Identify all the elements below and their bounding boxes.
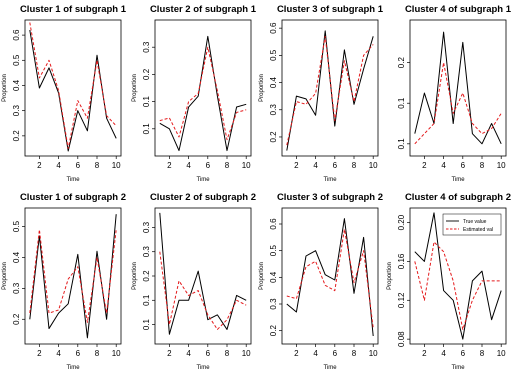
y-tick-label: 0.1 xyxy=(397,97,406,109)
x-axis-label: Time xyxy=(451,177,465,183)
y-tick-label: 0.1 xyxy=(142,294,151,306)
estimated-series-line xyxy=(160,47,246,139)
y-axis-label: Proportion xyxy=(2,262,8,290)
estimated-series-line xyxy=(160,252,246,330)
estimated-series-line xyxy=(287,229,373,328)
x-tick-label: 2 xyxy=(37,161,42,170)
estimated-series-line xyxy=(30,230,116,323)
plot-frame xyxy=(282,208,378,344)
chart-title: Cluster 3 of subgraph 2 xyxy=(276,192,384,203)
true-series-line xyxy=(30,214,116,338)
x-tick-label: 2 xyxy=(422,161,427,170)
chart-panel xyxy=(2,4,127,183)
chart-title: Cluster 1 of subgraph 1 xyxy=(19,4,127,15)
x-tick-label: 10 xyxy=(496,161,506,170)
true-series-line xyxy=(415,32,501,144)
y-tick-label: 0.6 xyxy=(269,22,278,34)
x-tick-label: 8 xyxy=(479,349,485,358)
chart-panel xyxy=(132,4,257,183)
x-axis-label: Time xyxy=(451,365,465,371)
chart-title: Cluster 4 of subgraph 1 xyxy=(404,4,512,15)
y-tick-label: 0.2 xyxy=(12,130,21,142)
x-tick-label: 2 xyxy=(422,349,427,358)
x-axis-label: Time xyxy=(323,365,337,371)
true-series-line xyxy=(160,36,246,150)
y-tick-label: 0.6 xyxy=(12,29,21,41)
plot-frame xyxy=(410,20,506,156)
y-tick-label: 0.5 xyxy=(12,220,21,233)
x-tick-label: 4 xyxy=(186,349,191,358)
x-tick-label: 10 xyxy=(241,161,251,170)
y-tick-label: 0.5 xyxy=(269,245,278,257)
x-axis-label: Time xyxy=(323,177,337,183)
plot-frame xyxy=(155,20,251,156)
plot-frame xyxy=(25,208,121,344)
y-tick-label: 0.1 xyxy=(142,96,151,108)
x-tick-label: 10 xyxy=(241,349,251,358)
y-tick-label: 0.2 xyxy=(12,313,21,325)
estimated-series-line xyxy=(415,242,501,329)
y-tick-label: 0.4 xyxy=(269,271,278,283)
y-tick-label: 0.2 xyxy=(142,68,151,80)
chart-panel xyxy=(397,4,512,183)
x-axis-label: Time xyxy=(66,365,80,371)
chart-title: Cluster 3 of subgraph 1 xyxy=(276,4,384,15)
x-axis-label: Time xyxy=(66,177,80,183)
y-tick-label: 0.4 xyxy=(269,76,278,89)
x-tick-label: 8 xyxy=(94,161,100,170)
chart-title: Cluster 1 of subgraph 2 xyxy=(19,192,127,203)
y-tick-label: 0.6 xyxy=(269,218,278,230)
x-tick-label: 4 xyxy=(441,349,446,358)
x-axis-label: Time xyxy=(196,365,210,371)
x-tick-label: 2 xyxy=(37,349,42,358)
y-tick-label: 0.1 xyxy=(142,123,151,135)
x-tick-label: 8 xyxy=(351,349,357,358)
chart-panel xyxy=(259,4,384,183)
x-tick-label: 4 xyxy=(441,161,446,170)
x-tick-label: 8 xyxy=(94,349,100,358)
legend-label: Estimated val xyxy=(463,226,494,233)
x-tick-label: 2 xyxy=(167,161,172,170)
y-tick-label: 0.3 xyxy=(12,105,21,117)
y-tick-label: 0.3 xyxy=(269,298,278,310)
y-axis-label: Proportion xyxy=(132,262,138,290)
y-tick-label: 0.2 xyxy=(269,325,278,337)
y-tick-label: 0.3 xyxy=(269,104,278,116)
legend-label: True value xyxy=(463,218,487,225)
x-tick-label: 2 xyxy=(167,349,172,358)
y-tick-label: 0.1 xyxy=(397,138,406,150)
y-axis-label: Proportion xyxy=(387,262,393,290)
x-tick-label: 10 xyxy=(111,349,121,358)
plot-frame xyxy=(282,20,378,156)
chart-panel xyxy=(2,192,126,371)
x-axis-label: Time xyxy=(196,177,210,183)
chart-panel xyxy=(387,192,511,371)
x-tick-label: 10 xyxy=(496,349,506,358)
x-tick-label: 6 xyxy=(75,161,81,170)
chart-title: Cluster 4 of subgraph 2 xyxy=(404,192,512,203)
y-tick-label: 0.3 xyxy=(142,246,151,258)
x-tick-label: 8 xyxy=(479,161,485,170)
x-tick-label: 6 xyxy=(205,161,211,170)
x-tick-label: 6 xyxy=(460,161,466,170)
x-tick-label: 10 xyxy=(111,161,121,170)
true-series-line xyxy=(160,213,246,334)
x-tick-label: 6 xyxy=(332,349,338,358)
y-axis-label: Proportion xyxy=(2,74,8,102)
y-axis-label: Proportion xyxy=(259,262,265,290)
x-tick-label: 6 xyxy=(332,161,338,170)
y-tick-label: 0.4 xyxy=(12,251,21,264)
x-tick-label: 8 xyxy=(351,161,357,170)
y-tick-label: 0.4 xyxy=(12,79,21,92)
estimated-series-line xyxy=(287,36,373,145)
x-tick-label: 4 xyxy=(313,161,318,170)
x-tick-label: 4 xyxy=(56,161,61,170)
x-tick-label: 4 xyxy=(56,349,61,358)
chart-panel xyxy=(259,192,383,371)
y-tick-label: 0.2 xyxy=(397,57,406,69)
y-tick-label: 0.3 xyxy=(142,221,151,233)
true-series-line xyxy=(287,31,373,151)
chart-title: Cluster 2 of subgraph 2 xyxy=(149,192,257,203)
x-tick-label: 10 xyxy=(368,349,378,358)
chart-title: Cluster 2 of subgraph 1 xyxy=(149,4,257,15)
x-tick-label: 10 xyxy=(368,161,378,170)
y-tick-label: 0.1 xyxy=(142,319,151,331)
true-series-line xyxy=(287,219,373,336)
x-tick-label: 8 xyxy=(224,161,230,170)
y-tick-label: 0.12 xyxy=(397,292,406,309)
true-series-line xyxy=(30,30,116,151)
y-tick-label: 0.2 xyxy=(142,270,151,282)
x-tick-label: 8 xyxy=(224,349,230,358)
x-tick-label: 6 xyxy=(205,349,211,358)
y-tick-label: 0.5 xyxy=(12,54,21,66)
y-tick-label: 0.20 xyxy=(397,214,406,231)
y-tick-label: 0.3 xyxy=(142,41,151,53)
y-tick-label: 0.2 xyxy=(269,131,278,143)
y-axis-label: Proportion xyxy=(259,74,265,102)
y-tick-label: 0.16 xyxy=(397,253,406,270)
x-tick-label: 2 xyxy=(294,161,299,170)
y-axis-label: Proportion xyxy=(132,74,138,102)
x-tick-label: 2 xyxy=(294,349,299,358)
x-tick-label: 4 xyxy=(186,161,191,170)
y-tick-label: 0.5 xyxy=(269,49,278,61)
chart-panel xyxy=(132,192,256,371)
y-tick-label: 0.08 xyxy=(397,331,406,347)
x-tick-label: 6 xyxy=(460,349,466,358)
y-tick-label: 0.3 xyxy=(12,282,21,294)
x-tick-label: 6 xyxy=(75,349,81,358)
x-tick-label: 4 xyxy=(313,349,318,358)
